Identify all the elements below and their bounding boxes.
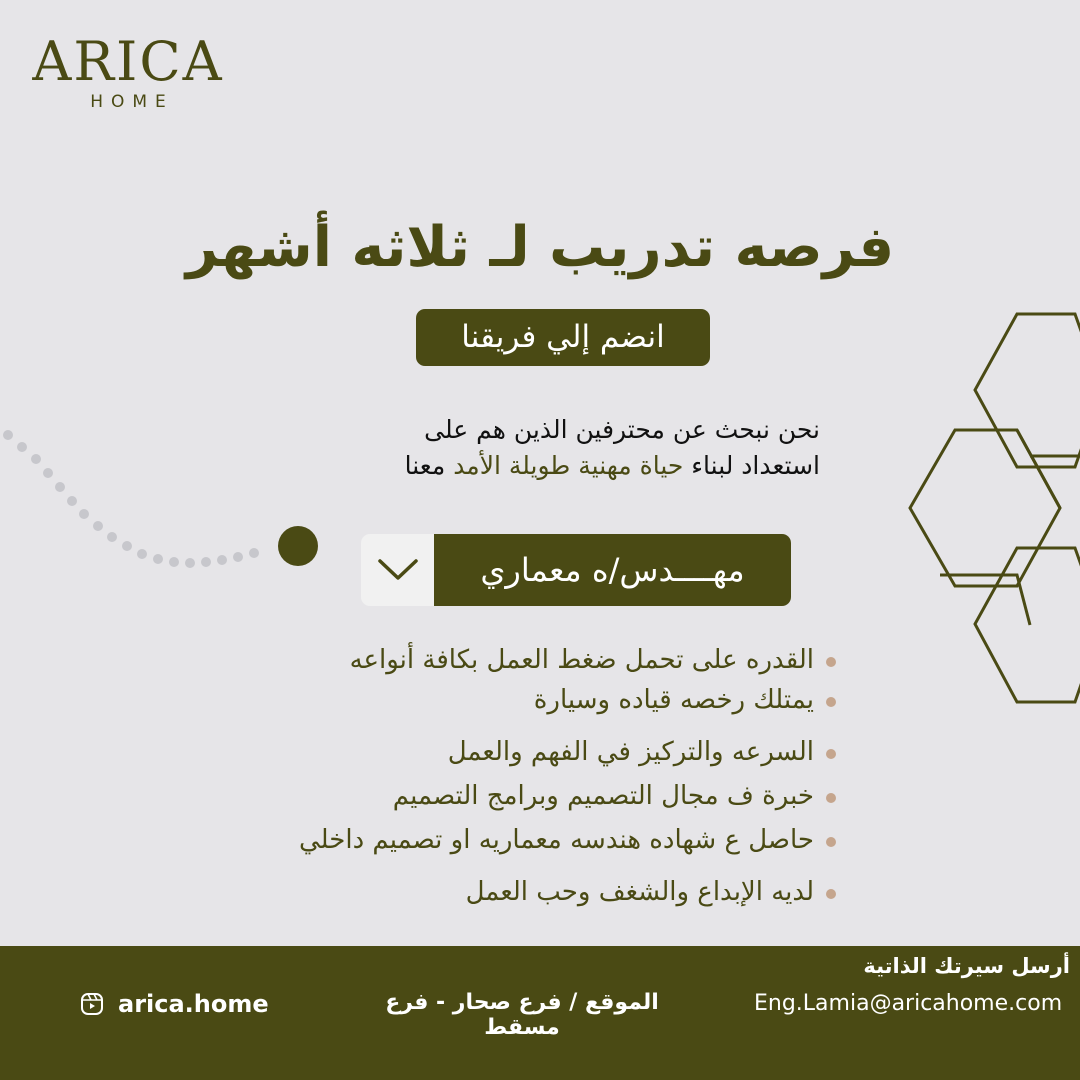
requirement-item: خبرة ف مجال التصميم وبرامج التصميم — [200, 777, 840, 821]
logo-tagline: HOME — [90, 92, 174, 112]
role-dropdown[interactable] — [361, 534, 791, 606]
intro-text — [230, 412, 820, 484]
intro-line-1: نحن نبحث عن محترفين الذين هم على — [424, 415, 820, 444]
requirement-item: حاصل ع شهاده هندسه معماريه او تصميم داخلي — [200, 821, 840, 865]
send-cv-label: أرسل سيرتك الذاتية — [863, 954, 1070, 978]
requirement-item: يمتلك رخصه قياده وسيارة — [200, 681, 840, 725]
intro-highlight: حياة مهنية طويلة الأمد — [453, 451, 684, 480]
intro-line-2-start: استعداد لبناء — [683, 451, 820, 480]
intro-line-2-end: معنا — [404, 451, 454, 480]
requirements-list — [200, 641, 840, 917]
join-team-badge: انضم إلي فريقنا — [416, 309, 710, 366]
intro-line-2 — [230, 448, 820, 484]
page-title: فرصه تدريب لـ ثلاثه أشهر — [185, 215, 895, 280]
requirement-item: السرعه والتركيز في الفهم والعمل — [200, 733, 840, 777]
instagram-reels-icon — [80, 992, 104, 1016]
social-handle-link[interactable] — [80, 990, 269, 1018]
logo-wordmark: ARICA — [32, 30, 224, 93]
contact-email-link[interactable]: Eng.Lamia@aricahome.com — [754, 991, 1063, 1016]
footer-bar — [0, 946, 1080, 1080]
requirement-item: لديه الإبداع والشغف وحب العمل — [200, 873, 840, 917]
social-handle-text: arica.home — [118, 990, 269, 1018]
role-label: مهــــدس/ه معماري — [434, 534, 791, 606]
arica-home-logo — [28, 30, 228, 112]
requirement-item: القدره على تحمل ضغط العمل بكافة أنواعه — [200, 641, 840, 685]
branch-location: الموقع / فرع صحار - فرع مسقط — [385, 990, 659, 1040]
chevron-down-icon[interactable] — [361, 534, 434, 606]
